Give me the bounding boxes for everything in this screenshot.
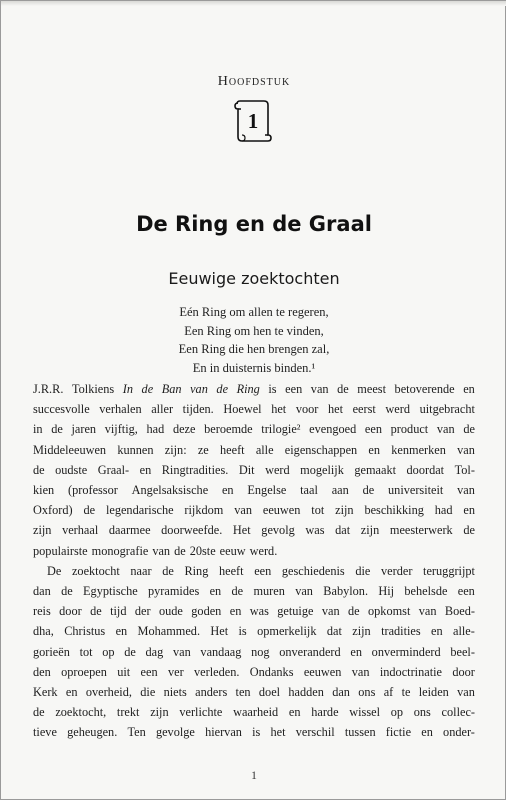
word: de [33, 462, 45, 477]
text-line [33, 399, 475, 419]
word: daarmee [108, 523, 151, 538]
word: alle- [453, 624, 475, 639]
word: en [209, 584, 222, 599]
word: door [452, 664, 475, 679]
word: verlichte [179, 705, 223, 720]
word: eeuwen [262, 503, 301, 518]
page-top-edge [1, 1, 506, 6]
word: was [305, 523, 325, 538]
word: de [33, 705, 45, 720]
word: leiden [418, 685, 449, 700]
word: trilogie² [261, 422, 301, 437]
word: getuige [277, 604, 314, 619]
word: Hoewel [223, 402, 262, 417]
word: Tolkiens [71, 382, 115, 396]
word: werd [265, 462, 290, 477]
word: onder- [443, 725, 475, 740]
word: hiervan [205, 725, 242, 740]
text-line [33, 702, 475, 722]
text-line [33, 480, 475, 500]
chapter-label [1, 74, 506, 90]
word: aan [331, 483, 349, 498]
word: van [436, 422, 455, 437]
word: had [434, 503, 453, 518]
section-subtitle: Eeuwige zoektochten [168, 269, 340, 288]
word: beschikking [364, 503, 424, 518]
word: van [190, 382, 208, 396]
word: verschil [295, 725, 335, 740]
word: meesterwerk [389, 523, 453, 538]
word: Het [232, 523, 251, 538]
word: werd. [249, 543, 278, 558]
word: die [355, 563, 371, 578]
chapter-number: 1 [247, 109, 259, 133]
word: tot [311, 503, 325, 518]
word: Kerk [33, 685, 58, 700]
word: Babylon. [323, 584, 369, 599]
word: de [174, 543, 186, 558]
word: de [463, 422, 475, 437]
word: en [431, 624, 443, 639]
chapter-title: De Ring en de Graal [136, 212, 372, 236]
word: en [221, 483, 234, 498]
word: den [33, 664, 51, 679]
word: teruggrijpt [423, 563, 475, 578]
word: de [141, 382, 154, 396]
word: geheugen. [67, 725, 118, 740]
word: vijftig, [104, 422, 138, 437]
text-line [33, 662, 475, 682]
word: vandaag [200, 644, 242, 659]
word: heeft [218, 563, 244, 578]
word: ze [197, 442, 209, 457]
word: Christus [64, 624, 106, 639]
word: goden [191, 604, 222, 619]
text-line [33, 561, 475, 581]
word: indoctrinatie [379, 664, 442, 679]
word: opmerkelijk [257, 624, 317, 639]
word: op [390, 705, 404, 720]
word: voor [295, 402, 319, 417]
word: kien [33, 483, 55, 498]
text-line [33, 581, 475, 601]
word: verleden. [194, 664, 240, 679]
poem-line: Een Ring die hen brengen zal, [178, 342, 330, 356]
word: meest [357, 382, 386, 396]
text-line [33, 541, 475, 561]
word: de [61, 584, 73, 599]
word: Hij [378, 584, 395, 599]
word: de [162, 563, 174, 578]
word: populairste [33, 543, 88, 558]
word: universiteit [388, 483, 444, 498]
word: product [390, 422, 429, 437]
word: J.R.R. [33, 382, 64, 396]
word: mogelijk [300, 462, 344, 477]
text-line [33, 419, 475, 439]
word: succesvolle [33, 402, 90, 417]
word: op [102, 644, 115, 659]
word: een [457, 584, 475, 599]
word: van [457, 442, 475, 457]
word: eigenschappen [284, 442, 358, 457]
word: deze [172, 422, 196, 437]
word: te [401, 685, 411, 700]
paragraph-1 [33, 379, 475, 561]
word: De [47, 563, 62, 578]
word: legendarische [105, 503, 174, 518]
word: en [288, 705, 301, 720]
word: de [124, 644, 136, 659]
word: verder [381, 563, 413, 578]
word: zijn [360, 523, 380, 538]
word: wissel [349, 705, 380, 720]
poem-line: Eén Ring om allen te regeren, [179, 305, 329, 319]
word: Ten [127, 725, 146, 740]
poem-line: En in duisternis binden.¹ [192, 360, 316, 375]
word: en [65, 685, 78, 700]
word: waarheid [233, 705, 279, 720]
word: trekt [116, 705, 140, 720]
word: en [463, 503, 475, 518]
text-line [33, 722, 475, 742]
word: de [216, 382, 229, 396]
word: dat [335, 523, 351, 538]
word: Ring [184, 563, 209, 578]
word: tot [79, 644, 93, 659]
word: van [172, 644, 191, 659]
chapter-number-scroll [232, 97, 274, 145]
word: dag [145, 644, 164, 659]
word: en [368, 442, 381, 457]
word: en [463, 382, 475, 396]
page-number: 1 [251, 770, 257, 782]
word: is [238, 624, 247, 639]
word: Dit [238, 462, 255, 477]
paragraph-2 [33, 561, 475, 743]
text-line [33, 500, 475, 520]
text-line [33, 379, 475, 399]
word: naar [130, 563, 152, 578]
word: van [351, 664, 370, 679]
word: evengoed [309, 422, 357, 437]
word: tussen [344, 725, 376, 740]
word: Het [210, 624, 229, 639]
word: pyramides [148, 584, 200, 599]
word: hadden [288, 685, 324, 700]
text-line [33, 601, 475, 621]
word: rijkdom [184, 503, 224, 518]
word: tradities [381, 624, 421, 639]
word: een [285, 382, 303, 396]
word: gevolge [155, 725, 195, 740]
text-line [33, 642, 475, 662]
word: fictie [385, 725, 412, 740]
word: werd [385, 402, 410, 417]
word: Tol- [454, 462, 475, 477]
text-line [33, 440, 475, 460]
word: dat [326, 624, 342, 639]
word: ons [358, 685, 376, 700]
word: de [231, 584, 244, 599]
word: behelsde [404, 584, 448, 599]
word: de [463, 523, 475, 538]
word: van [234, 503, 252, 518]
word: heeft [220, 442, 245, 457]
word: uit [117, 664, 131, 679]
word: anders [195, 685, 228, 700]
word: jaren [71, 422, 97, 437]
word: had [146, 422, 165, 437]
word: doordat [406, 462, 445, 477]
word: (professor [67, 483, 118, 498]
word: was [249, 604, 269, 619]
word: Engelse [247, 483, 287, 498]
word: gorieën [33, 644, 70, 659]
text-line [33, 520, 475, 540]
word: oudste [55, 462, 88, 477]
chapter-label-text: Hoofdstuk [217, 74, 291, 89]
word: Ringtradities. [161, 462, 229, 477]
word: en [139, 462, 152, 477]
word: de [337, 382, 349, 396]
word: zijn: [164, 442, 187, 457]
word: van [457, 483, 475, 498]
word: alle [255, 442, 274, 457]
word: der [134, 604, 151, 619]
word: niets [163, 685, 187, 700]
word: muren [253, 584, 285, 599]
word: eerst [352, 402, 376, 417]
body-text [33, 379, 475, 743]
word: monografie [91, 543, 149, 558]
word: is [268, 382, 277, 396]
word: zoektocht, [55, 705, 107, 720]
word: zoektocht [71, 563, 120, 578]
word: Ondanks [249, 664, 294, 679]
word: In [122, 382, 133, 396]
word: in [33, 422, 43, 437]
word: Egyptische [83, 584, 138, 599]
word: doorweefde. [161, 523, 223, 538]
word: de [51, 422, 63, 437]
word: zijn [33, 523, 52, 538]
word: oude [158, 604, 183, 619]
word: van [321, 604, 340, 619]
word: nog [251, 644, 270, 659]
word: verhaal [62, 523, 99, 538]
word: ons [413, 705, 431, 720]
word: 20ste [189, 543, 216, 558]
word: aller [151, 402, 174, 417]
word: de [90, 604, 102, 619]
word: het [327, 402, 343, 417]
word: Angelsaksische [131, 483, 209, 498]
word: de [348, 604, 360, 619]
word: een [254, 563, 272, 578]
word: zijn [335, 503, 354, 518]
word: en [115, 624, 128, 639]
word: en [229, 604, 242, 619]
word: tijden. [182, 402, 214, 417]
word: dha, [33, 624, 54, 639]
word: de [362, 483, 375, 498]
word: tieve [33, 725, 57, 740]
word: verhalen [99, 402, 142, 417]
word: doel [258, 685, 281, 700]
word: een [364, 422, 382, 437]
text-line [33, 621, 475, 641]
word: Middeleeuwen [33, 442, 107, 457]
word: ten [235, 685, 251, 700]
poem-epigraph [1, 303, 506, 377]
word: van [418, 604, 437, 619]
word: door [59, 604, 82, 619]
word: zijn [150, 705, 169, 720]
word: beroemde [204, 422, 253, 437]
word: kenmerken [391, 442, 446, 457]
word: een [140, 664, 158, 679]
word: is [252, 725, 261, 740]
word: opkomst [368, 604, 411, 619]
word: ver [167, 664, 184, 679]
word: die [140, 685, 156, 700]
word: uitgebracht [419, 402, 475, 417]
word: onverminderd [371, 644, 441, 659]
word: eeuwen [303, 664, 342, 679]
word: kunnen [117, 442, 154, 457]
word: oproepen [61, 664, 107, 679]
word: Ring [236, 382, 260, 396]
word: van [310, 382, 329, 396]
word: overheid, [85, 685, 132, 700]
word: de [83, 503, 96, 518]
word: collec- [441, 705, 475, 720]
word: zijn [352, 624, 371, 639]
word: reis [33, 604, 51, 619]
word: beel- [450, 644, 475, 659]
word: het [270, 725, 286, 740]
word: harde [311, 705, 339, 720]
word: Graal- [97, 462, 130, 477]
text-line [33, 460, 475, 480]
word: betoverende [394, 382, 455, 396]
word: en [421, 725, 433, 740]
word: onveranderd [279, 644, 341, 659]
word: van [152, 543, 171, 558]
word: en [350, 644, 362, 659]
word: af [383, 685, 394, 700]
word: Mohammed. [137, 624, 201, 639]
word: van [295, 584, 313, 599]
word: geschiedenis [281, 563, 345, 578]
word: dan [332, 685, 350, 700]
poem-line: Een Ring om hen te vinden, [184, 323, 324, 338]
word: eeuw [219, 543, 246, 558]
word: gevolg [261, 523, 295, 538]
word: tijd [110, 604, 127, 619]
word: taal [300, 483, 318, 498]
word: het [271, 402, 287, 417]
word: gemaakt [354, 462, 397, 477]
word: Oxford) [33, 503, 73, 518]
word: dan [33, 584, 51, 599]
word: van [457, 685, 475, 700]
word: Boed- [444, 604, 475, 619]
word: Ban [161, 382, 182, 396]
text-line [33, 682, 475, 702]
